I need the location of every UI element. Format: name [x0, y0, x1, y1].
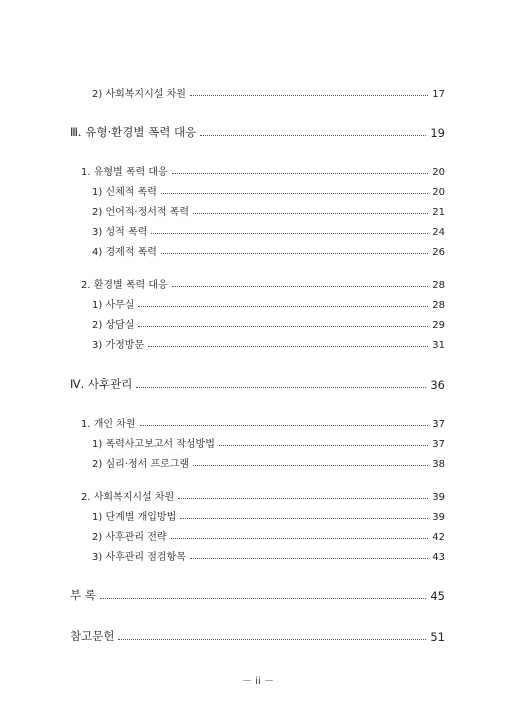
toc-entry-page: 39 — [432, 492, 445, 503]
toc-entry-page: 51 — [430, 630, 445, 644]
toc-entry-label: 1. 유형별 폭력 대응 — [81, 167, 168, 178]
toc-entry[interactable] — [0, 331, 516, 351]
toc-entry[interactable] — [0, 430, 516, 450]
leader-dots — [148, 345, 428, 347]
toc-entry-label: Ⅲ. 유형·환경별 폭력 대응 — [70, 125, 197, 139]
toc-entry-label: 2) 상담실 — [92, 320, 135, 331]
toc-entry-page: 20 — [432, 187, 445, 198]
toc-entry-page: 31 — [432, 340, 445, 351]
toc-entry[interactable] — [0, 410, 516, 430]
toc-entry-label: 2. 환경별 폭력 대응 — [81, 280, 168, 291]
leader-dots — [136, 386, 426, 388]
toc-entry-page: 29 — [432, 320, 445, 331]
leader-dots — [140, 424, 429, 426]
toc-entry-label: 참고문헌 — [70, 629, 115, 643]
toc-entry[interactable] — [0, 624, 516, 644]
toc-entry-label: 1) 신체적 폭력 — [92, 187, 157, 198]
toc-entry-label: 1) 단계별 개입방법 — [92, 512, 177, 523]
leader-dots — [151, 232, 428, 234]
toc-entry-page: 28 — [432, 300, 445, 311]
leader-dots — [190, 557, 428, 559]
toc-entry[interactable] — [0, 238, 516, 258]
toc-entry[interactable] — [0, 503, 516, 523]
toc-entry-page: 37 — [432, 419, 445, 430]
toc-entry-page: 20 — [432, 167, 445, 178]
leader-dots — [193, 464, 428, 466]
toc-entry-page: 45 — [430, 589, 445, 603]
toc-entry[interactable] — [0, 483, 516, 503]
toc-entry[interactable] — [0, 583, 516, 603]
leader-dots — [190, 94, 428, 96]
leader-dots — [161, 252, 428, 254]
toc-entry-page: 19 — [430, 126, 445, 140]
leader-dots — [172, 172, 429, 174]
toc-entry[interactable] — [0, 80, 516, 100]
toc-entry-label: 2. 사회복지시설 차원 — [81, 492, 175, 503]
toc-entry[interactable] — [0, 543, 516, 563]
toc-entry[interactable] — [0, 158, 516, 178]
toc-entry[interactable] — [0, 311, 516, 331]
leader-dots — [138, 325, 428, 327]
toc-entry[interactable] — [0, 372, 516, 392]
toc-entry[interactable] — [0, 291, 516, 311]
leader-dots — [193, 212, 428, 214]
leader-dots — [219, 444, 428, 446]
leader-dots — [161, 192, 428, 194]
toc-entry[interactable] — [0, 178, 516, 198]
toc-entry-page: 43 — [432, 552, 445, 563]
toc-entry-label: 3) 사후관리 점검항목 — [92, 552, 186, 563]
toc-entry-label: 1. 개인 차원 — [81, 419, 136, 430]
toc-entry-label: 4) 경제적 폭력 — [92, 247, 157, 258]
leader-dots — [171, 537, 429, 539]
leader-dots — [138, 305, 428, 307]
toc-entry[interactable] — [0, 198, 516, 218]
toc-entry-label: 부 록 — [70, 588, 96, 602]
toc-entry-label: 3) 성적 폭력 — [92, 227, 148, 238]
toc-entry-page: 37 — [432, 439, 445, 450]
toc-entry-page: 42 — [432, 532, 445, 543]
leader-dots — [100, 597, 426, 599]
toc-entry-label: 2) 심리·정서 프로그램 — [92, 459, 190, 470]
page-number-footer: － ii － — [242, 676, 274, 687]
toc-entry-label: 3) 가정방문 — [92, 340, 145, 351]
toc-entry[interactable] — [0, 450, 516, 470]
toc-entry[interactable] — [0, 523, 516, 543]
leader-dots — [178, 497, 428, 499]
toc-entry-label: Ⅳ. 사후관리 — [70, 377, 133, 391]
toc-entry-page: 38 — [432, 459, 445, 470]
leader-dots — [180, 517, 428, 519]
toc-entry-page: 21 — [432, 207, 445, 218]
leader-dots — [200, 134, 426, 136]
toc-entry-page: 17 — [432, 89, 445, 100]
toc-entry-label: 2) 사후관리 전략 — [92, 532, 167, 543]
toc-entry-page: 24 — [432, 227, 445, 238]
toc-entry-label: 2) 사회복지시설 차원 — [92, 89, 186, 100]
toc-entry-label: 2) 언어적·정서적 폭력 — [92, 207, 190, 218]
toc-entry-label: 1) 사무실 — [92, 300, 135, 311]
toc-entry-page: 26 — [432, 247, 445, 258]
toc-entry[interactable] — [0, 120, 516, 140]
leader-dots — [172, 285, 429, 287]
toc-entry-page: 39 — [432, 512, 445, 523]
toc-entry-page: 28 — [432, 280, 445, 291]
toc-entry[interactable] — [0, 218, 516, 238]
toc-entry-label: 1) 폭력사고보고서 작성방법 — [92, 439, 215, 450]
toc-entry-page: 36 — [430, 378, 445, 392]
toc-entry[interactable] — [0, 271, 516, 291]
leader-dots — [118, 638, 426, 640]
